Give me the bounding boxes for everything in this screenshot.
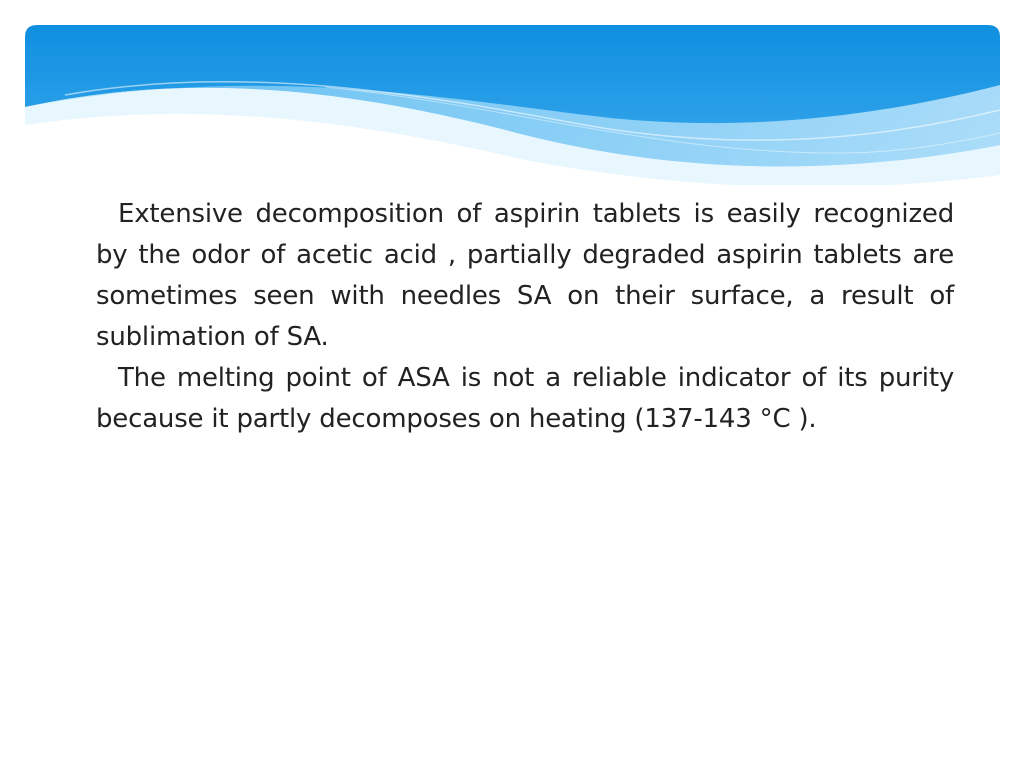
- body-text: [96, 194, 954, 440]
- paragraph-melting-point: The melting point of ASA is not a reliable indicator of its purity because it partly decomposes on heating (137-143 °C ).: [96, 363, 954, 434]
- paragraph-decomposition: Extensive decomposition of aspirin tablets is easily recognized by the odor of acetic acid , partially degraded aspirin tablets are sometimes seen with needles SA on their surface, a result of sublimation of SA.: [96, 199, 954, 352]
- header-wave-decoration: [25, 25, 1000, 185]
